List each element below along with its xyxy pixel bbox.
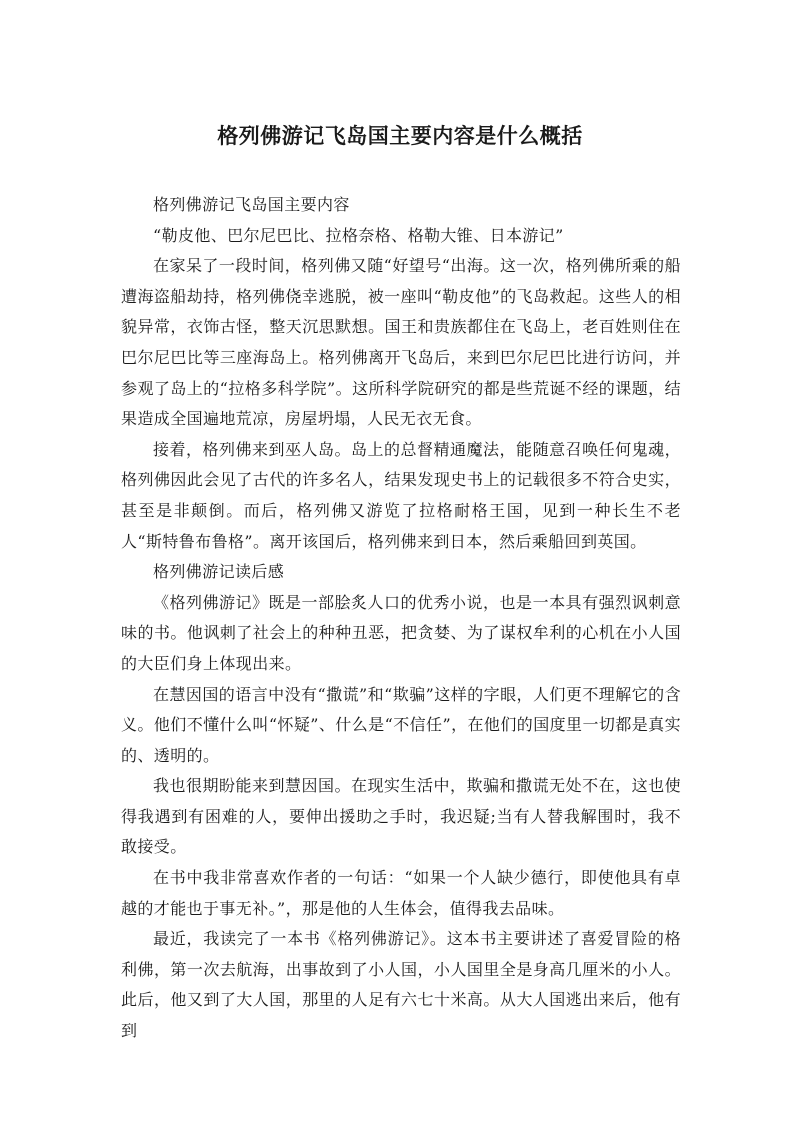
paragraph: 接着，格列佛来到巫人岛。岛上的总督精通魔法，能随意召唤任何鬼魂，格列佛因此会见了古代的许多名人，结果发现史书上的记载很多不符合史实，甚至是非颠倒。而后，格列佛又游览了拉格耐格王国，见到一种长生不老人“斯特鲁布鲁格”。离开该国后，格列佛来到日本，然后乘船回到英国。 (121, 439, 681, 551)
paragraph: 《格列佛游记》既是一部脍炙人口的优秀小说，也是一本具有强烈讽刺意味的书。他讽刺了社会上的种种丑恶，把贪婪、为了谋权牟利的心机在小人国的大臣们身上体现出来。 (121, 592, 681, 673)
paragraph: 我也很期盼能来到慧因国。在现实生活中，欺骗和撒谎无处不在，这也使得我遇到有困难的人，要伸出援助之手时，我迟疑;当有人替我解围时，我不敢接受。 (121, 776, 681, 857)
paragraph-subheading: 格列佛游记读后感 (153, 562, 285, 582)
paragraph: 最近，我读完了一本书《格列佛游记》。这本书主要讲述了喜爱冒险的格利佛，第一次去航海，出事故到了小人国，小人国里全是身高几厘米的小人。此后，他又到了大人国，那里的人足有六七十米高。从大人国逃出来后，他有到 (121, 929, 681, 1041)
document-title: 格列佛游记飞岛国主要内容是什么概括 (217, 124, 583, 148)
document-body (121, 190, 681, 1047)
paragraph-section-list: “勒皮他、巴尔尼巴比、拉格奈格、格勒大锥、日本游记” (153, 225, 564, 245)
paragraph: 在慧因国的语言中没有“撒谎”和“欺骗”这样的字眼，人们更不理解它的含义。他们不懂什么叫“怀疑”、什么是“不信任”，在他们的国度里一切都是真实的、透明的。 (121, 684, 681, 765)
paragraph: 在书中我非常喜欢作者的一句话：“如果一个人缺少德行，即使他具有卓越的才能也于事无补。”，那是他的人生体会，值得我去品味。 (121, 868, 681, 918)
paragraph-subheading: 格列佛游记飞岛国主要内容 (153, 195, 350, 214)
paragraph: 在家呆了一段时间，格列佛又随“好望号“出海。这一次，格列佛所乘的船遭海盗船劫持，格列佛侥幸逃脱，被一座叫“勒皮他”的飞岛救起。这些人的相貌异常，衣饰古怪，整天沉思默想。国王和贵族都住在飞岛上，老百姓则住在巴尔尼巴比等三座海岛上。格列佛离开飞岛后，来到巴尔尼巴比进行访问，并参观了岛上的“拉格多科学院”。这所科学院研究的都是些荒诞不经的课题，结果造成全国遍地荒凉，房屋坍塌，人民无衣无食。 (121, 256, 681, 429)
